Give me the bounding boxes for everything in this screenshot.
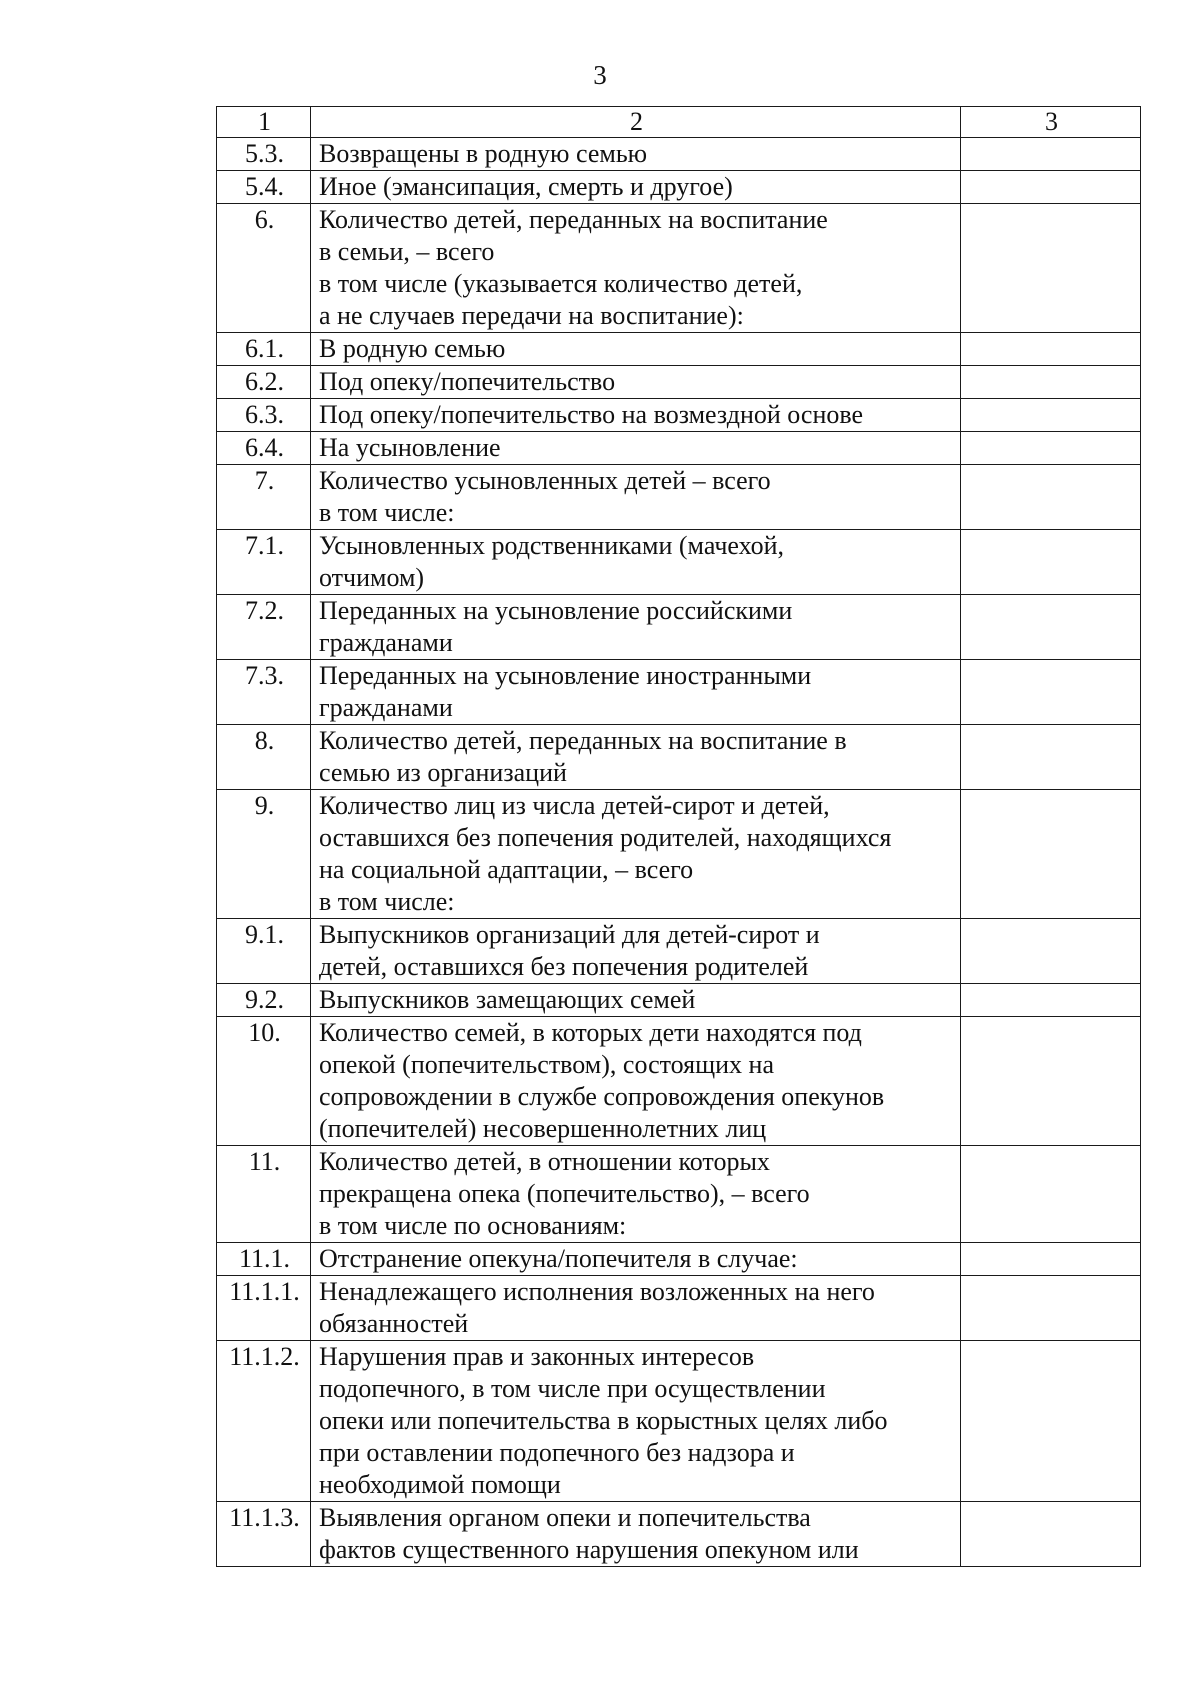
row-value-cell[interactable] xyxy=(961,1017,1141,1146)
row-text: Ненадлежащего исполнения возложенных на него обязанностей xyxy=(311,1276,961,1341)
table-row xyxy=(217,1146,1141,1243)
table-row xyxy=(217,1276,1141,1341)
table-row xyxy=(217,790,1141,919)
row-text: Выпускников замещающих семей xyxy=(311,984,961,1017)
report-table xyxy=(216,106,1141,1567)
row-text: На усыновление xyxy=(311,432,961,465)
row-value-cell[interactable] xyxy=(961,366,1141,399)
row-number: 5.3. xyxy=(217,138,311,171)
row-number: 11. xyxy=(217,1146,311,1243)
row-number: 6.2. xyxy=(217,366,311,399)
table-header-row xyxy=(217,107,1141,138)
row-text: Количество детей, переданных на воспитание в семьи, – всего в том числе (указывается количество детей, а не случаев передачи на воспитание): xyxy=(311,204,961,333)
row-text: Нарушения прав и законных интересов подопечного, в том числе при осуществлении опеки или попечительства в корыстных целях либо при оставлении подопечного без надзора и необходимой помощи xyxy=(311,1341,961,1502)
row-value-cell[interactable] xyxy=(961,1243,1141,1276)
row-value-cell[interactable] xyxy=(961,1341,1141,1502)
row-value-cell[interactable] xyxy=(961,660,1141,725)
row-number: 11.1.1. xyxy=(217,1276,311,1341)
row-number: 11.1.3. xyxy=(217,1502,311,1567)
row-text: Количество детей, в отношении которых прекращена опека (попечительство), – всего в том числе по основаниям: xyxy=(311,1146,961,1243)
row-number: 9.2. xyxy=(217,984,311,1017)
table-row xyxy=(217,465,1141,530)
row-value-cell[interactable] xyxy=(961,171,1141,204)
row-number: 7.2. xyxy=(217,595,311,660)
row-value-cell[interactable] xyxy=(961,919,1141,984)
column-header-number: 1 xyxy=(217,107,311,138)
row-number: 9. xyxy=(217,790,311,919)
row-number: 11.1.2. xyxy=(217,1341,311,1502)
row-number: 7.3. xyxy=(217,660,311,725)
row-text: Переданных на усыновление российскими гражданами xyxy=(311,595,961,660)
table-row xyxy=(217,725,1141,790)
row-text: Количество лиц из числа детей-сирот и детей, оставшихся без попечения родителей, находящихся на социальной адаптации, – всего в том числе: xyxy=(311,790,961,919)
row-value-cell[interactable] xyxy=(961,984,1141,1017)
row-text: В родную семью xyxy=(311,333,961,366)
row-text: Под опеку/попечительство xyxy=(311,366,961,399)
row-text: Отстранение опекуна/попечителя в случае: xyxy=(311,1243,961,1276)
row-number: 11.1. xyxy=(217,1243,311,1276)
column-header-value: 3 xyxy=(961,107,1141,138)
row-number: 5.4. xyxy=(217,171,311,204)
table-row xyxy=(217,530,1141,595)
row-value-cell[interactable] xyxy=(961,790,1141,919)
table-row xyxy=(217,1017,1141,1146)
table-row xyxy=(217,1341,1141,1502)
table-row xyxy=(217,171,1141,204)
table-row xyxy=(217,595,1141,660)
row-text: Выпускников организаций для детей-сирот и детей, оставшихся без попечения родителей xyxy=(311,919,961,984)
row-value-cell[interactable] xyxy=(961,138,1141,171)
table-row xyxy=(217,138,1141,171)
row-value-cell[interactable] xyxy=(961,1502,1141,1567)
table-row xyxy=(217,919,1141,984)
table-row xyxy=(217,366,1141,399)
row-value-cell[interactable] xyxy=(961,432,1141,465)
row-text: Иное (эмансипация, смерть и другое) xyxy=(311,171,961,204)
row-value-cell[interactable] xyxy=(961,204,1141,333)
table-row xyxy=(217,1502,1141,1567)
row-number: 7. xyxy=(217,465,311,530)
row-value-cell[interactable] xyxy=(961,1146,1141,1243)
row-text: Переданных на усыновление иностранными гражданами xyxy=(311,660,961,725)
table-row xyxy=(217,399,1141,432)
row-text: Выявления органом опеки и попечительства фактов существенного нарушения опекуном или xyxy=(311,1502,961,1567)
row-value-cell[interactable] xyxy=(961,595,1141,660)
row-number: 6.4. xyxy=(217,432,311,465)
column-header-indicator: 2 xyxy=(311,107,961,138)
row-number: 8. xyxy=(217,725,311,790)
row-number: 10. xyxy=(217,1017,311,1146)
row-number: 6.3. xyxy=(217,399,311,432)
page-number: 3 xyxy=(593,60,607,90)
row-number: 6. xyxy=(217,204,311,333)
table-row xyxy=(217,432,1141,465)
row-number: 6.1. xyxy=(217,333,311,366)
row-text: Количество семей, в которых дети находятся под опекой (попечительством), состоящих на сопровождении в службе сопровождения опекунов (попечителей) несовершеннолетних лиц xyxy=(311,1017,961,1146)
row-value-cell[interactable] xyxy=(961,1276,1141,1341)
table-row xyxy=(217,333,1141,366)
row-value-cell[interactable] xyxy=(961,725,1141,790)
table-row xyxy=(217,1243,1141,1276)
row-number: 9.1. xyxy=(217,919,311,984)
row-value-cell[interactable] xyxy=(961,399,1141,432)
row-value-cell[interactable] xyxy=(961,465,1141,530)
row-text: Усыновленных родственниками (мачехой, отчимом) xyxy=(311,530,961,595)
row-text: Количество усыновленных детей – всего в том числе: xyxy=(311,465,961,530)
table-row xyxy=(217,660,1141,725)
row-text: Количество детей, переданных на воспитание в семью из организаций xyxy=(311,725,961,790)
row-text: Под опеку/попечительство на возмездной основе xyxy=(311,399,961,432)
row-value-cell[interactable] xyxy=(961,530,1141,595)
table-row xyxy=(217,984,1141,1017)
row-text: Возвращены в родную семью xyxy=(311,138,961,171)
row-number: 7.1. xyxy=(217,530,311,595)
row-value-cell[interactable] xyxy=(961,333,1141,366)
table-row xyxy=(217,204,1141,333)
